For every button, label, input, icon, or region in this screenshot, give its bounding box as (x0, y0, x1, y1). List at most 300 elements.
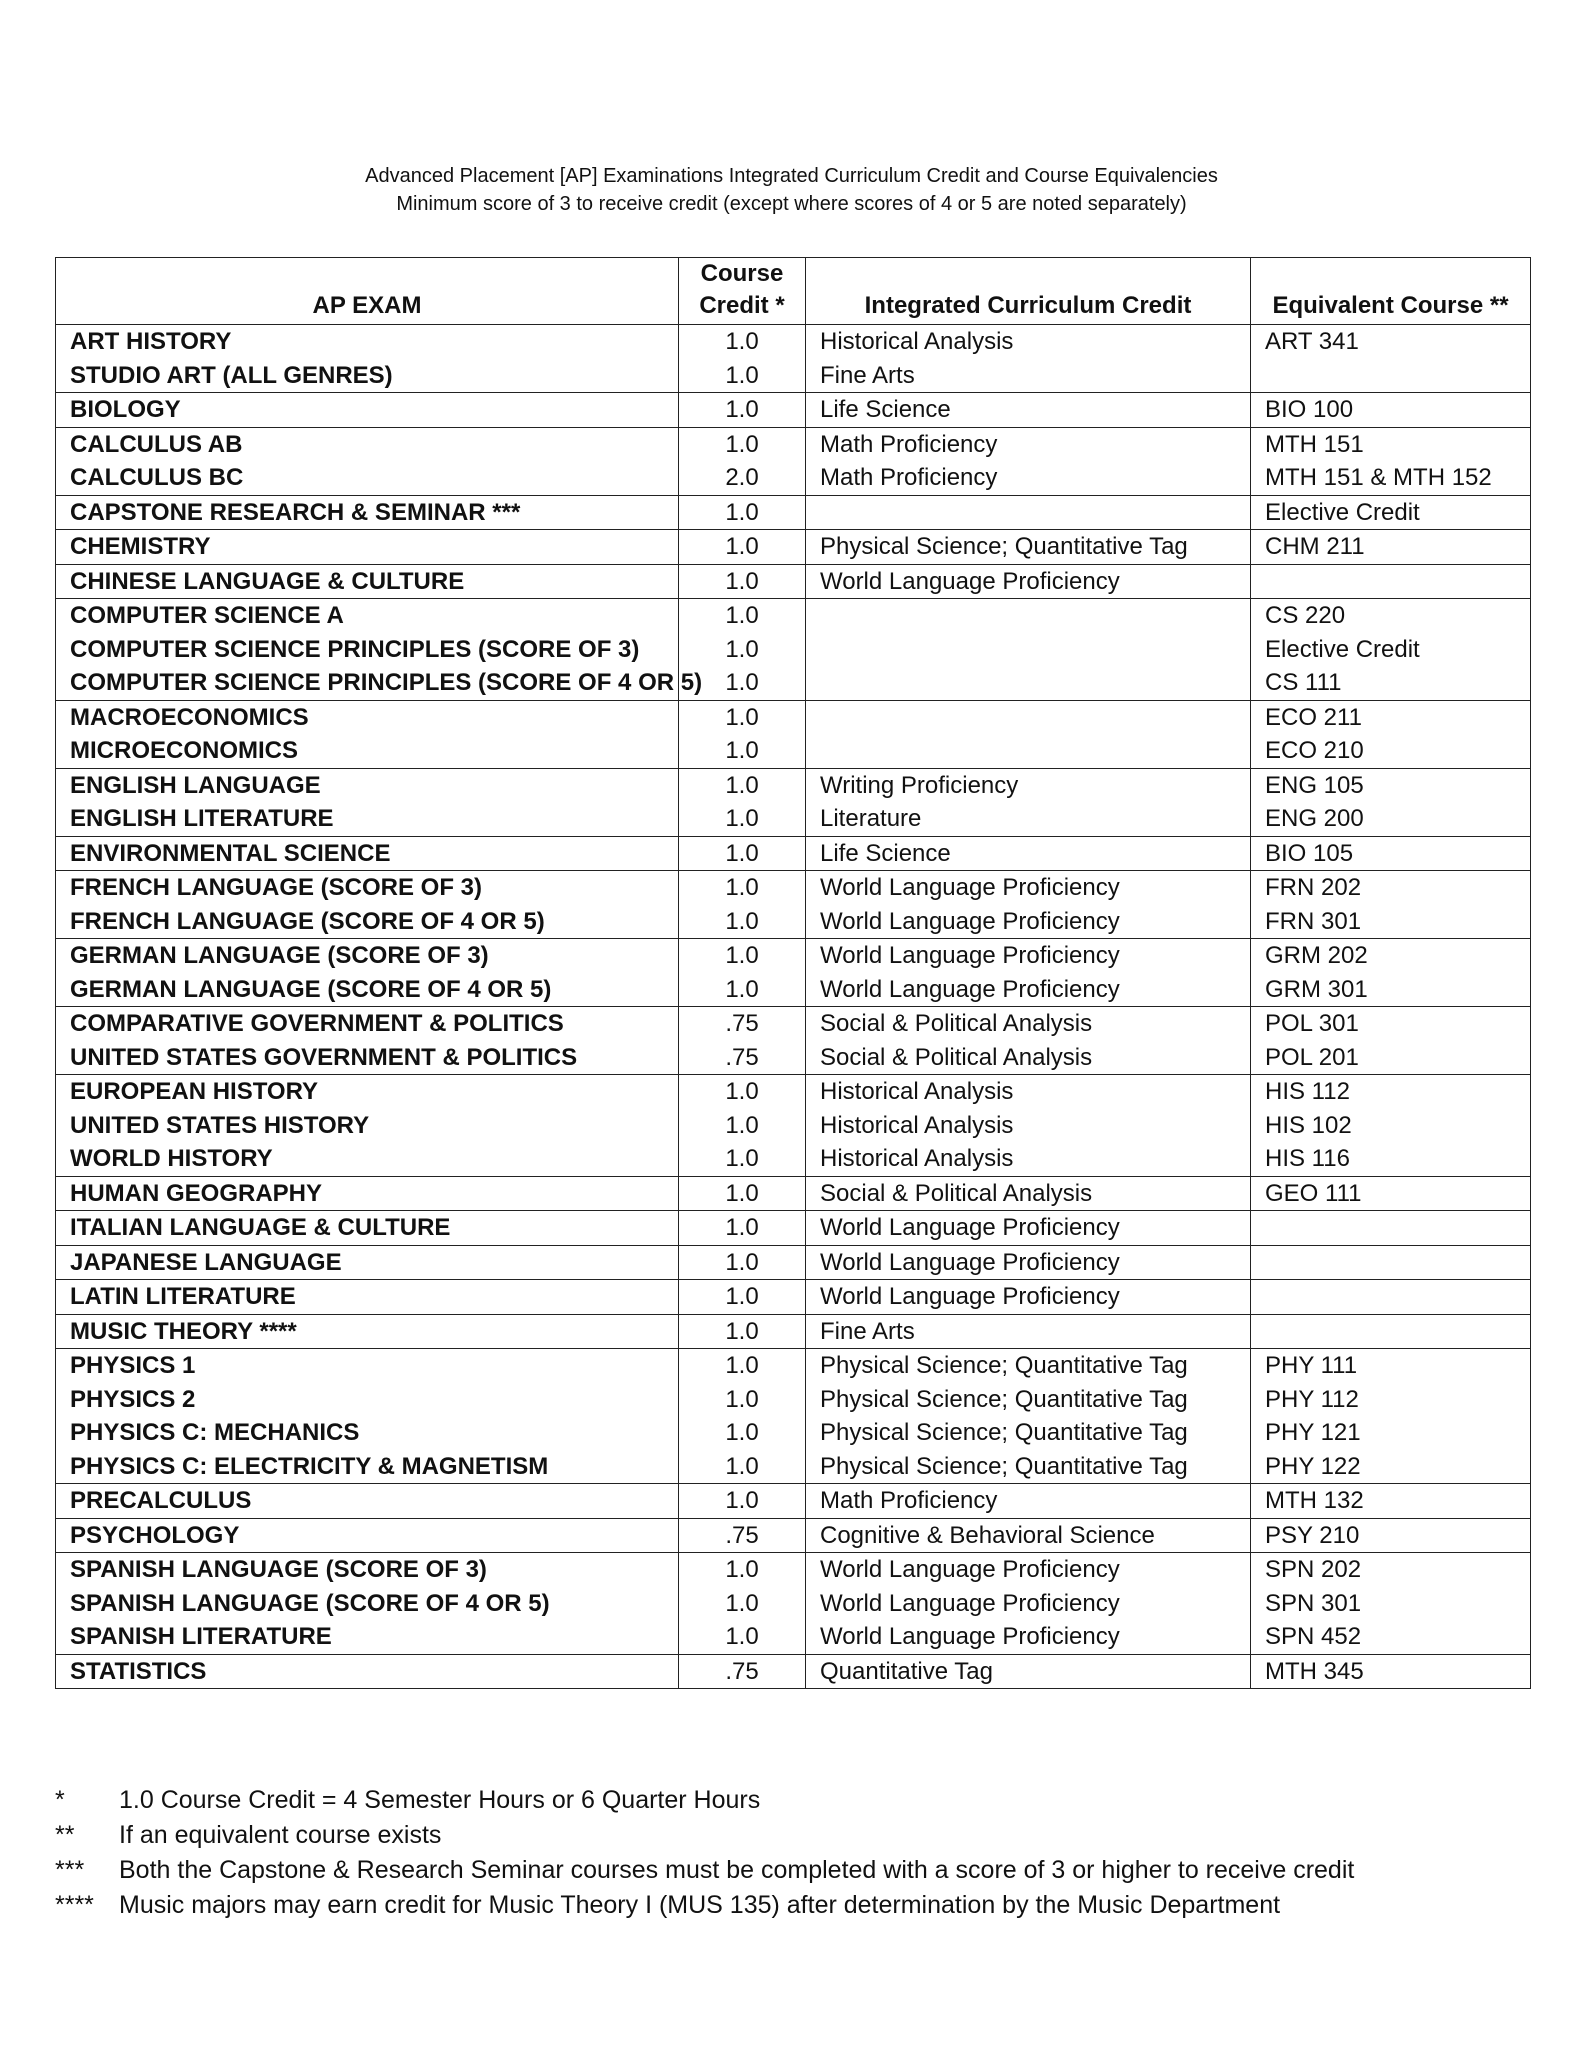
footnote-text: 1.0 Course Credit = 4 Semester Hours or 6 Quarter Hours (119, 1786, 761, 1814)
integrated-credit-cell-line: Historical Analysis (820, 328, 1014, 355)
integrated-credit-cell-line: Life Science (820, 396, 951, 423)
exam-cell-line: COMPARATIVE GOVERNMENT & POLITICS (70, 1010, 564, 1037)
equivalent-course-cell (1251, 530, 1531, 565)
exam-cell-line: LATIN LITERATURE (70, 1283, 296, 1310)
equivalent-course-cell-line: CS 111 (1265, 669, 1342, 696)
footnotes (55, 1783, 1535, 1923)
integrated-credit-cell-line: World Language Proficiency (820, 975, 1120, 1003)
table-row-group (56, 1349, 1531, 1484)
equivalent-course-cell-line: MTH 151 & MTH 152 (1265, 464, 1492, 491)
exam-cell-line: ITALIAN LANGUAGE & CULTURE (70, 1214, 451, 1241)
exam-cell-line: WORLD HISTORY (70, 1145, 273, 1172)
credit-cell-line: 2.0 (725, 464, 759, 491)
integrated-credit-cell (806, 1245, 1251, 1280)
document-header (0, 162, 1583, 218)
integrated-credit-cell-line: World Language Proficiency (820, 1623, 1120, 1650)
exam-cell (56, 871, 679, 939)
credit-cell (679, 1484, 806, 1519)
credit-cell-line: 1.0 (725, 1419, 759, 1446)
exam-cell (56, 1280, 679, 1315)
equivalent-course-cell-line: MTH 345 (1265, 1657, 1364, 1685)
equivalent-course-cell (1251, 427, 1531, 495)
credit-cell-line: 1.0 (725, 874, 759, 901)
exam-cell-line: UNITED STATES HISTORY (70, 1111, 370, 1139)
integrated-credit-cell-line: World Language Proficiency (820, 907, 1120, 935)
credit-cell (679, 1518, 806, 1553)
integrated-credit-cell-line: Fine Arts (820, 1317, 915, 1345)
table-row-group (56, 768, 1531, 836)
credit-cell-line: 1.0 (725, 771, 759, 799)
credit-cell (679, 325, 806, 393)
exam-cell (56, 530, 679, 565)
equivalent-course-cell-line: GEO 111 (1265, 1179, 1362, 1207)
integrated-credit-cell-line (820, 599, 1250, 633)
integrated-credit-cell (806, 939, 1251, 1007)
equivalent-course-cell (1251, 325, 1531, 393)
exam-cell (56, 1176, 679, 1211)
credit-cell (679, 564, 806, 599)
exam-cell (56, 1484, 679, 1519)
credit-cell-line: .75 (725, 1043, 759, 1071)
exam-cell-line: EUROPEAN HISTORY (70, 1078, 319, 1105)
credit-cell-line: .75 (725, 1657, 759, 1685)
exam-cell (56, 599, 703, 701)
credit-cell-line: 1.0 (725, 533, 759, 560)
integrated-credit-cell-line: Math Proficiency (820, 430, 998, 458)
equivalent-course-cell-line (1265, 1280, 1530, 1314)
integrated-credit-cell (806, 599, 1251, 701)
equivalent-course-cell-line (1265, 565, 1530, 599)
equivalent-course-cell-line: SPN 452 (1265, 1623, 1362, 1650)
table-row-group (56, 1211, 1531, 1246)
footnote-item (55, 1783, 1535, 1818)
table-row-group (56, 836, 1531, 871)
credit-cell-line: 1.0 (725, 430, 759, 458)
credit-cell (679, 1211, 806, 1246)
credit-cell (679, 1280, 806, 1315)
credit-cell-line: 1.0 (725, 396, 759, 423)
exam-cell-line: FRENCH LANGUAGE (SCORE OF 4 OR 5) (70, 907, 545, 935)
exam-cell (56, 1314, 679, 1349)
equivalent-course-cell-line: PHY 121 (1265, 1419, 1361, 1446)
exam-cell-line: PHYSICS 1 (70, 1352, 196, 1379)
footnote-mark: **** (55, 1891, 94, 1919)
equivalent-course-cell-line: ECO 210 (1265, 737, 1364, 764)
equivalent-course-cell (1251, 564, 1531, 599)
exam-cell (56, 564, 679, 599)
equivalent-course-cell (1251, 1245, 1531, 1280)
credit-cell-line: 1.0 (725, 1111, 759, 1139)
integrated-credit-cell (806, 1654, 1251, 1689)
exam-cell-line: STUDIO ART (ALL GENRES) (70, 361, 393, 389)
table-row-group (56, 1518, 1531, 1553)
equivalent-course-cell-line: ENG 200 (1265, 805, 1364, 832)
integrated-credit-cell (806, 564, 1251, 599)
exam-cell-line: STATISTICS (70, 1657, 207, 1685)
integrated-credit-cell-line (820, 734, 1250, 768)
exam-cell-line: ENVIRONMENTAL SCIENCE (70, 839, 391, 867)
table-row-group (56, 1007, 1531, 1075)
table-row-group (56, 700, 1531, 768)
equivalent-course-cell-line: Elective Credit (1265, 498, 1420, 526)
credit-cell-line: 1.0 (725, 567, 759, 595)
credit-cell (679, 1007, 806, 1075)
credit-cell-line: 1.0 (725, 737, 759, 764)
credit-cell-line: 1.0 (725, 1623, 759, 1650)
equivalent-course-cell (1251, 1314, 1531, 1349)
footnote-text: Music majors may earn credit for Music Theory I (MUS 135) after determination by the Music Department (119, 1891, 1281, 1919)
credit-cell-line: 1.0 (725, 1589, 759, 1617)
integrated-credit-cell-line: Math Proficiency (820, 464, 998, 491)
credit-cell-line: 1.0 (725, 498, 759, 526)
exam-cell-line: BIOLOGY (70, 396, 181, 423)
exam-cell (56, 495, 679, 530)
credit-cell-line: 1.0 (725, 1145, 759, 1172)
equivalent-course-cell-line: CHM 211 (1265, 533, 1365, 560)
equivalent-course-cell (1251, 1211, 1531, 1246)
exam-cell (56, 1654, 679, 1689)
integrated-credit-cell (806, 1075, 1251, 1177)
table-row-group (56, 530, 1531, 565)
integrated-credit-cell-line (820, 633, 1250, 667)
credit-cell (679, 836, 806, 871)
exam-cell-line: MUSIC THEORY **** (70, 1317, 297, 1345)
equivalent-course-cell (1251, 939, 1531, 1007)
credit-cell-line: .75 (725, 1521, 759, 1549)
integrated-credit-cell (806, 700, 1251, 768)
exam-cell-line: SPANISH LANGUAGE (SCORE OF 3) (70, 1556, 487, 1583)
integrated-credit-cell-line: Literature (820, 805, 922, 832)
credit-cell (679, 1075, 806, 1177)
table-row-group (56, 1075, 1531, 1177)
integrated-credit-cell (806, 871, 1251, 939)
footnote-item (55, 1888, 1535, 1923)
credit-cell-line: 1.0 (725, 328, 759, 355)
footnote-mark: ** (55, 1821, 75, 1849)
exam-cell-line: CHEMISTRY (70, 533, 211, 560)
credit-cell-line: 1.0 (725, 602, 759, 629)
credit-cell-line: 1.0 (725, 907, 759, 935)
integrated-credit-cell (806, 1280, 1251, 1315)
credit-cell-line: 1.0 (725, 1078, 759, 1105)
exam-cell-line: MICROECONOMICS (70, 737, 298, 764)
document-subtitle: Minimum score of 3 to receive credit (except where scores of 4 or 5 are noted separately) (396, 193, 1187, 215)
exam-cell-line: GERMAN LANGUAGE (SCORE OF 3) (70, 942, 489, 969)
exam-cell (56, 1349, 679, 1484)
exam-cell-line: PSYCHOLOGY (70, 1521, 240, 1549)
integrated-credit-cell (806, 1484, 1251, 1519)
exam-cell-line: HUMAN GEOGRAPHY (70, 1179, 323, 1207)
equivalent-course-cell-line: BIO 100 (1265, 396, 1354, 423)
integrated-credit-cell (806, 1553, 1251, 1655)
credit-cell (679, 768, 806, 836)
integrated-credit-cell-line: Quantitative Tag (820, 1657, 994, 1685)
credit-cell-line: 1.0 (725, 703, 759, 731)
table-row-group (56, 1245, 1531, 1280)
equivalent-course-cell-line: POL 201 (1265, 1043, 1359, 1071)
footnote-item (55, 1853, 1535, 1888)
table-row-group (56, 1280, 1531, 1315)
exam-cell-line: ENGLISH LITERATURE (70, 805, 334, 832)
table-row-group (56, 1484, 1531, 1519)
exam-cell-line: PRECALCULUS (70, 1487, 252, 1514)
credit-cell-line: 1.0 (725, 975, 759, 1003)
credit-cell-line: 1.0 (725, 1179, 759, 1207)
exam-cell-line: PHYSICS C: MECHANICS (70, 1419, 360, 1446)
footnote-mark: *** (55, 1856, 85, 1884)
exam-cell-line: ART HISTORY (70, 328, 232, 355)
exam-cell (56, 1245, 679, 1280)
integrated-credit-cell (806, 768, 1251, 836)
integrated-credit-cell-line: World Language Proficiency (820, 1589, 1120, 1617)
exam-cell (56, 1075, 679, 1177)
equivalent-course-cell-line (1265, 1246, 1530, 1280)
table-row-group (56, 564, 1531, 599)
integrated-credit-cell-line (820, 701, 1250, 735)
exam-cell-line: MACROECONOMICS (70, 703, 309, 731)
integrated-credit-cell-line (820, 666, 1250, 700)
integrated-credit-cell (806, 530, 1251, 565)
credit-cell (679, 700, 806, 768)
exam-cell (56, 1211, 679, 1246)
integrated-credit-cell-line: Physical Science; Quantitative Tag (820, 1385, 1188, 1413)
equivalent-course-cell-line: SPN 202 (1265, 1556, 1362, 1583)
integrated-credit-cell-line: Fine Arts (820, 361, 915, 389)
exam-cell-line: CALCULUS AB (70, 430, 243, 458)
integrated-credit-cell-line: Physical Science; Quantitative Tag (820, 1452, 1188, 1480)
credit-cell-line: 1.0 (725, 805, 759, 832)
credit-cell (679, 1349, 806, 1484)
footnote-text: If an equivalent course exists (119, 1821, 442, 1849)
exam-cell-line: SPANISH LANGUAGE (SCORE OF 4 OR 5) (70, 1589, 550, 1617)
ap-credit-table (55, 257, 1531, 1689)
equivalent-course-cell-line: BIO 105 (1265, 839, 1354, 867)
equivalent-course-cell (1251, 1654, 1531, 1689)
exam-cell-line: COMPUTER SCIENCE PRINCIPLES (SCORE OF 4 OR 5) (70, 669, 703, 696)
integrated-credit-cell (806, 1349, 1251, 1484)
equivalent-course-cell (1251, 393, 1531, 428)
integrated-credit-cell-line: Historical Analysis (820, 1145, 1014, 1172)
exam-cell-line: COMPUTER SCIENCE PRINCIPLES (SCORE OF 3) (70, 635, 640, 663)
integrated-credit-cell-line: Cognitive & Behavioral Science (820, 1521, 1155, 1549)
equivalent-course-cell-line: MTH 132 (1265, 1487, 1364, 1514)
exam-cell-line: CHINESE LANGUAGE & CULTURE (70, 567, 465, 595)
equivalent-course-cell-line: ECO 211 (1265, 703, 1362, 731)
credit-cell-line: 1.0 (725, 1248, 759, 1276)
integrated-credit-cell (806, 1518, 1251, 1553)
integrated-credit-cell (806, 393, 1251, 428)
equivalent-course-cell (1251, 836, 1531, 871)
integrated-credit-cell (806, 495, 1251, 530)
credit-cell (679, 1553, 806, 1655)
equivalent-course-cell (1251, 700, 1531, 768)
equivalent-course-cell-line: GRM 301 (1265, 975, 1368, 1003)
equivalent-course-cell (1251, 1484, 1531, 1519)
integrated-credit-cell (806, 1314, 1251, 1349)
integrated-credit-cell-line: Physical Science; Quantitative Tag (820, 533, 1188, 560)
equivalent-course-cell-line: HIS 112 (1265, 1078, 1350, 1105)
exam-cell (56, 1553, 679, 1655)
integrated-credit-cell-line (820, 496, 1250, 530)
integrated-credit-cell-line: World Language Proficiency (820, 874, 1120, 901)
table-row-group (56, 1654, 1531, 1689)
document-title: Advanced Placement [AP] Examinations Integrated Curriculum Credit and Course Equivalencies (365, 165, 1218, 187)
table-row-group (56, 1176, 1531, 1211)
credit-cell-line: 1.0 (725, 1214, 759, 1241)
exam-cell-line: CALCULUS BC (70, 464, 244, 491)
equivalent-course-cell (1251, 1007, 1531, 1075)
credit-cell-line: 1.0 (725, 1317, 759, 1345)
credit-cell (679, 1654, 806, 1689)
exam-cell-line: ENGLISH LANGUAGE (70, 771, 321, 799)
integrated-credit-cell (806, 427, 1251, 495)
exam-cell (56, 393, 679, 428)
equivalent-course-cell-line: ART 341 (1265, 328, 1359, 355)
equivalent-course-cell (1251, 1280, 1531, 1315)
credit-cell-line: 1.0 (725, 361, 759, 389)
integrated-credit-cell-line: Math Proficiency (820, 1487, 998, 1514)
equivalent-course-cell-line: HIS 116 (1265, 1145, 1350, 1172)
exam-cell-line: JAPANESE LANGUAGE (70, 1248, 342, 1276)
credit-cell-line: .75 (725, 1010, 759, 1037)
exam-cell-line: FRENCH LANGUAGE (SCORE OF 3) (70, 874, 483, 901)
equivalent-course-cell (1251, 495, 1531, 530)
credit-cell-line: 1.0 (725, 1556, 759, 1583)
equivalent-course-cell (1251, 1349, 1531, 1484)
integrated-credit-cell-line: Life Science (820, 839, 951, 867)
credit-cell-line: 1.0 (725, 942, 759, 969)
integrated-credit-cell-line: Social & Political Analysis (820, 1179, 1093, 1207)
integrated-credit-cell (806, 1176, 1251, 1211)
credit-cell (679, 1314, 806, 1349)
exam-cell (56, 939, 679, 1007)
integrated-credit-cell-line: World Language Proficiency (820, 1214, 1120, 1241)
equivalent-course-cell (1251, 871, 1531, 939)
credit-cell (679, 495, 806, 530)
equivalent-course-cell-line: PSY 210 (1265, 1521, 1360, 1549)
table-row-group (56, 871, 1531, 939)
credit-cell-line: 1.0 (725, 1283, 759, 1310)
table-row-group (56, 495, 1531, 530)
integrated-credit-cell-line: World Language Proficiency (820, 1556, 1120, 1583)
credit-cell (679, 871, 806, 939)
credit-cell (679, 1176, 806, 1211)
integrated-credit-cell-line: Writing Proficiency (820, 771, 1019, 799)
credit-cell (679, 1245, 806, 1280)
equivalent-course-cell-line: PHY 112 (1265, 1385, 1359, 1413)
equivalent-course-cell (1251, 1176, 1531, 1211)
table-row-group (56, 1553, 1531, 1655)
equivalent-course-cell-line: Elective Credit (1265, 635, 1420, 663)
credit-cell-line: 1.0 (725, 1385, 759, 1413)
exam-cell (56, 427, 679, 495)
exam-cell (56, 1007, 679, 1075)
table-row-group (56, 1314, 1531, 1349)
equivalent-course-cell-line (1265, 359, 1530, 393)
integrated-credit-cell (806, 1007, 1251, 1075)
table-row-group (56, 393, 1531, 428)
credit-cell-line: 1.0 (725, 1487, 759, 1514)
equivalent-course-cell-line: PHY 122 (1265, 1452, 1361, 1480)
equivalent-course-cell-line: SPN 301 (1265, 1589, 1362, 1617)
exam-cell-line: SPANISH LITERATURE (70, 1623, 332, 1650)
credit-cell (679, 393, 806, 428)
exam-cell-line: UNITED STATES GOVERNMENT & POLITICS (70, 1043, 578, 1071)
equivalent-course-cell (1251, 1553, 1531, 1655)
exam-cell (56, 836, 679, 871)
header-ap-exam: AP EXAM (56, 258, 679, 325)
credit-cell (679, 427, 806, 495)
header-equivalent-course: Equivalent Course ** (1251, 258, 1531, 325)
credit-cell (679, 530, 806, 565)
exam-cell-line: COMPUTER SCIENCE A (70, 602, 344, 629)
credit-cell-line: 1.0 (725, 1452, 759, 1480)
footnote-text: Both the Capstone & Research Seminar courses must be completed with a score of 3 or higher to receive credit (119, 1856, 1355, 1884)
exam-cell-line: CAPSTONE RESEARCH & SEMINAR *** (70, 498, 521, 526)
exam-cell (56, 325, 679, 393)
header-integrated-credit: Integrated Curriculum Credit (806, 258, 1251, 325)
equivalent-course-cell-line: ENG 105 (1265, 771, 1364, 799)
exam-cell (56, 1518, 679, 1553)
credit-cell (679, 939, 806, 1007)
exam-cell (56, 768, 679, 836)
integrated-credit-cell-line: World Language Proficiency (820, 942, 1120, 969)
credit-cell-line: 1.0 (725, 635, 759, 663)
equivalent-course-cell (1251, 599, 1531, 701)
exam-cell-line: GERMAN LANGUAGE (SCORE OF 4 OR 5) (70, 975, 552, 1003)
header-course-credit: Course Credit * (679, 258, 806, 325)
table-row-group (56, 599, 1531, 701)
integrated-credit-cell-line: World Language Proficiency (820, 567, 1120, 595)
equivalent-course-cell-line: GRM 202 (1265, 942, 1368, 969)
footnote-item (55, 1818, 1535, 1853)
table-row-group (56, 325, 1531, 393)
equivalent-course-cell-line: FRN 202 (1265, 874, 1362, 901)
credit-cell-line: 1.0 (725, 839, 759, 867)
integrated-credit-cell (806, 325, 1251, 393)
equivalent-course-cell (1251, 768, 1531, 836)
integrated-credit-cell-line: World Language Proficiency (820, 1248, 1120, 1276)
credit-cell-line: 1.0 (725, 669, 759, 696)
integrated-credit-cell-line: Historical Analysis (820, 1111, 1014, 1139)
integrated-credit-cell (806, 1211, 1251, 1246)
table-row-group (56, 939, 1531, 1007)
table-header-row (56, 258, 1531, 325)
equivalent-course-cell-line: MTH 151 (1265, 430, 1364, 458)
integrated-credit-cell-line: Historical Analysis (820, 1078, 1014, 1105)
integrated-credit-cell (806, 836, 1251, 871)
equivalent-course-cell (1251, 1075, 1531, 1177)
integrated-credit-cell-line: Physical Science; Quantitative Tag (820, 1419, 1188, 1446)
integrated-credit-cell-line: World Language Proficiency (820, 1283, 1120, 1310)
integrated-credit-cell-line: Social & Political Analysis (820, 1010, 1093, 1037)
equivalent-course-cell-line (1265, 1315, 1530, 1349)
exam-cell-line: PHYSICS 2 (70, 1385, 196, 1413)
equivalent-course-cell-line: POL 301 (1265, 1010, 1359, 1037)
integrated-credit-cell-line: Social & Political Analysis (820, 1043, 1093, 1071)
table-row-group (56, 427, 1531, 495)
equivalent-course-cell (1251, 1518, 1531, 1553)
footnote-mark: * (55, 1786, 65, 1814)
equivalent-course-cell-line (1265, 1211, 1530, 1245)
exam-cell-line: PHYSICS C: ELECTRICITY & MAGNETISM (70, 1452, 549, 1480)
equivalent-course-cell-line: PHY 111 (1265, 1352, 1358, 1379)
integrated-credit-cell-line: Physical Science; Quantitative Tag (820, 1352, 1188, 1379)
equivalent-course-cell-line: CS 220 (1265, 602, 1346, 629)
credit-cell-line: 1.0 (725, 1352, 759, 1379)
equivalent-course-cell-line: HIS 102 (1265, 1111, 1352, 1139)
equivalent-course-cell-line: FRN 301 (1265, 907, 1362, 935)
